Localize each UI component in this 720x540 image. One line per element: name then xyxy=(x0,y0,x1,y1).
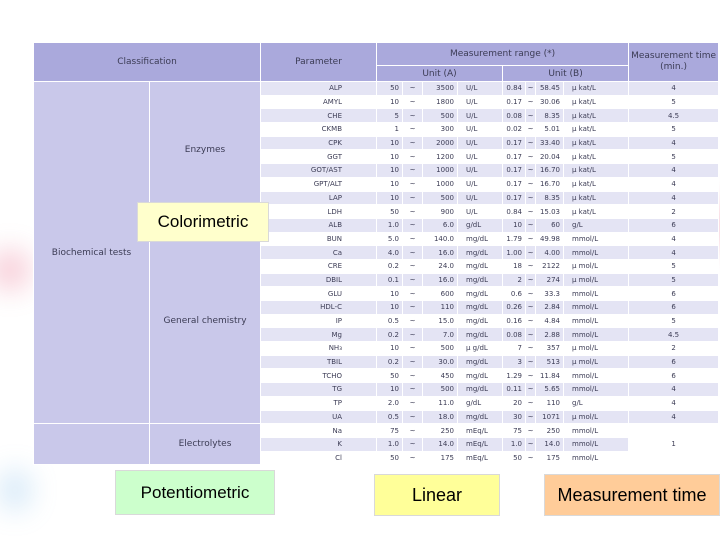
unit-b-tilde: ~ xyxy=(526,109,536,123)
unit-a-high: 600 xyxy=(423,287,458,301)
unit-a-low: 50 xyxy=(377,82,403,96)
unit-a-low: 10 xyxy=(377,287,403,301)
unit-a-tilde: ~ xyxy=(403,205,423,219)
unit-b-tilde: ~ xyxy=(526,95,536,109)
time-cell: 4 xyxy=(629,232,719,246)
unit-a-unit: mg/dL xyxy=(458,273,503,287)
unit-b-low: 1.0 xyxy=(503,437,526,451)
unit-a-tilde: ~ xyxy=(403,164,423,178)
unit-a-high: 110 xyxy=(423,301,458,315)
unit-a-tilde: ~ xyxy=(403,383,423,397)
unit-b-low: 0.02 xyxy=(503,123,526,137)
unit-a-tilde: ~ xyxy=(403,451,423,465)
unit-b-unit: μ kat/L xyxy=(564,95,629,109)
time-cell: 1 xyxy=(629,424,719,465)
param-cell: HDL-C xyxy=(261,301,377,315)
unit-b-low: 1.29 xyxy=(503,369,526,383)
unit-a-tilde: ~ xyxy=(403,177,423,191)
unit-b-high: 33.3 xyxy=(536,287,564,301)
unit-a-tilde: ~ xyxy=(403,273,423,287)
unit-b-tilde: ~ xyxy=(526,437,536,451)
unit-b-unit: mmol/L xyxy=(564,369,629,383)
unit-a-tilde: ~ xyxy=(403,82,423,96)
unit-a-high: 16.0 xyxy=(423,273,458,287)
unit-a-unit: mg/dL xyxy=(458,383,503,397)
unit-b-unit: μ kat/L xyxy=(564,109,629,123)
unit-b-tilde: ~ xyxy=(526,150,536,164)
header-measurement-time: Measurement time (min.) xyxy=(629,43,719,82)
unit-a-low: 0.2 xyxy=(377,328,403,342)
unit-a-unit: U/L xyxy=(458,95,503,109)
unit-a-high: 2000 xyxy=(423,136,458,150)
unit-b-high: 513 xyxy=(536,355,564,369)
time-cell: 6 xyxy=(629,287,719,301)
unit-b-unit: μ mol/L xyxy=(564,259,629,273)
unit-a-low: 1.0 xyxy=(377,218,403,232)
unit-a-high: 1800 xyxy=(423,95,458,109)
param-cell: DBIL xyxy=(261,273,377,287)
unit-b-tilde: ~ xyxy=(526,232,536,246)
unit-a-tilde: ~ xyxy=(403,369,423,383)
unit-a-high: 500 xyxy=(423,383,458,397)
param-cell: UA xyxy=(261,410,377,424)
unit-b-high: 5.01 xyxy=(536,123,564,137)
unit-a-low: 10 xyxy=(377,342,403,356)
param-cell: IP xyxy=(261,314,377,328)
unit-b-high: 30.06 xyxy=(536,95,564,109)
unit-a-tilde: ~ xyxy=(403,355,423,369)
unit-a-unit: mg/dL xyxy=(458,314,503,328)
unit-a-tilde: ~ xyxy=(403,396,423,410)
group-blank-cell xyxy=(34,424,150,465)
unit-a-unit: U/L xyxy=(458,82,503,96)
unit-b-unit: mmol/L xyxy=(564,246,629,260)
unit-a-low: 1.0 xyxy=(377,437,403,451)
unit-b-high: 8.35 xyxy=(536,191,564,205)
unit-a-tilde: ~ xyxy=(403,437,423,451)
unit-b-tilde: ~ xyxy=(526,136,536,150)
unit-a-tilde: ~ xyxy=(403,150,423,164)
unit-a-unit: mEq/L xyxy=(458,424,503,438)
unit-b-low: 2 xyxy=(503,273,526,287)
label-measurement-time: Measurement time xyxy=(544,474,720,516)
unit-b-high: 250 xyxy=(536,424,564,438)
unit-b-tilde: ~ xyxy=(526,218,536,232)
unit-b-low: 7 xyxy=(503,342,526,356)
unit-a-tilde: ~ xyxy=(403,123,423,137)
unit-a-tilde: ~ xyxy=(403,424,423,438)
unit-b-low: 20 xyxy=(503,396,526,410)
unit-b-high: 20.04 xyxy=(536,150,564,164)
unit-b-tilde: ~ xyxy=(526,205,536,219)
unit-b-high: 58.45 xyxy=(536,82,564,96)
unit-b-low: 0.08 xyxy=(503,109,526,123)
unit-b-high: 11.84 xyxy=(536,369,564,383)
param-cell: ALP xyxy=(261,82,377,96)
unit-b-high: 8.35 xyxy=(536,109,564,123)
unit-a-low: 10 xyxy=(377,383,403,397)
param-cell: Mg xyxy=(261,328,377,342)
unit-b-unit: mmol/L xyxy=(564,424,629,438)
unit-b-tilde: ~ xyxy=(526,355,536,369)
unit-a-high: 175 xyxy=(423,451,458,465)
unit-a-high: 1000 xyxy=(423,177,458,191)
unit-a-low: 5.0 xyxy=(377,232,403,246)
unit-a-high: 14.0 xyxy=(423,437,458,451)
unit-a-unit: U/L xyxy=(458,164,503,178)
param-cell: LDH xyxy=(261,205,377,219)
unit-b-tilde: ~ xyxy=(526,424,536,438)
unit-b-high: 60 xyxy=(536,218,564,232)
unit-b-high: 4.00 xyxy=(536,246,564,260)
param-cell: TG xyxy=(261,383,377,397)
background-blob xyxy=(0,250,30,290)
group-electrolytes: Electrolytes xyxy=(150,424,261,465)
unit-b-high: 2122 xyxy=(536,259,564,273)
unit-a-unit: mg/dL xyxy=(458,287,503,301)
label-colorimetric: Colorimetric xyxy=(137,202,269,242)
param-cell: CKMB xyxy=(261,123,377,137)
unit-a-low: 0.2 xyxy=(377,259,403,273)
unit-b-low: 3 xyxy=(503,355,526,369)
unit-b-high: 33.40 xyxy=(536,136,564,150)
unit-b-low: 0.6 xyxy=(503,287,526,301)
unit-b-unit: μ kat/L xyxy=(564,123,629,137)
unit-b-low: 0.11 xyxy=(503,383,526,397)
unit-b-high: 1071 xyxy=(536,410,564,424)
unit-a-high: 500 xyxy=(423,109,458,123)
time-cell: 4 xyxy=(629,383,719,397)
unit-a-low: 50 xyxy=(377,205,403,219)
unit-a-unit: mg/dL xyxy=(458,246,503,260)
unit-a-unit: mEq/L xyxy=(458,451,503,465)
unit-b-tilde: ~ xyxy=(526,410,536,424)
unit-a-tilde: ~ xyxy=(403,218,423,232)
unit-b-high: 274 xyxy=(536,273,564,287)
unit-a-high: 300 xyxy=(423,123,458,137)
param-cell: GGT xyxy=(261,150,377,164)
unit-b-low: 0.26 xyxy=(503,301,526,315)
unit-b-unit: μ kat/L xyxy=(564,177,629,191)
unit-a-high: 6.0 xyxy=(423,218,458,232)
param-cell: GPT/ALT xyxy=(261,177,377,191)
time-cell: 4 xyxy=(629,177,719,191)
unit-a-unit: mg/dL xyxy=(458,410,503,424)
unit-a-high: 1000 xyxy=(423,164,458,178)
unit-b-high: 2.88 xyxy=(536,328,564,342)
unit-b-high: 175 xyxy=(536,451,564,465)
unit-a-low: 1 xyxy=(377,123,403,137)
unit-a-tilde: ~ xyxy=(403,232,423,246)
unit-b-unit: mmol/L xyxy=(564,301,629,315)
unit-b-unit: μ mol/L xyxy=(564,342,629,356)
unit-b-high: 16.70 xyxy=(536,164,564,178)
background-blob xyxy=(0,470,30,510)
unit-b-unit: mmol/L xyxy=(564,314,629,328)
time-cell: 5 xyxy=(629,273,719,287)
unit-b-unit: μ kat/L xyxy=(564,164,629,178)
unit-b-tilde: ~ xyxy=(526,383,536,397)
unit-a-tilde: ~ xyxy=(403,136,423,150)
param-cell: ALB xyxy=(261,218,377,232)
unit-a-high: 900 xyxy=(423,205,458,219)
param-cell: Cl xyxy=(261,451,377,465)
label-potentiometric: Potentiometric xyxy=(115,470,275,515)
unit-b-tilde: ~ xyxy=(526,177,536,191)
unit-a-tilde: ~ xyxy=(403,246,423,260)
param-cell: TP xyxy=(261,396,377,410)
unit-a-high: 30.0 xyxy=(423,355,458,369)
unit-b-tilde: ~ xyxy=(526,191,536,205)
group-general-chemistry: General chemistry xyxy=(150,218,261,423)
unit-b-unit: μ kat/L xyxy=(564,82,629,96)
unit-b-tilde: ~ xyxy=(526,369,536,383)
unit-b-low: 0.17 xyxy=(503,150,526,164)
unit-b-unit: mmol/L xyxy=(564,451,629,465)
unit-a-unit: mg/dL xyxy=(458,355,503,369)
header-unit-a: Unit (A) xyxy=(377,66,503,82)
time-cell: 2 xyxy=(629,342,719,356)
unit-a-unit: U/L xyxy=(458,150,503,164)
unit-a-low: 4.0 xyxy=(377,246,403,260)
unit-a-high: 24.0 xyxy=(423,259,458,273)
time-cell: 5 xyxy=(629,259,719,273)
unit-a-low: 0.5 xyxy=(377,410,403,424)
unit-b-high: 357 xyxy=(536,342,564,356)
param-cell: BUN xyxy=(261,232,377,246)
unit-a-unit: mEq/L xyxy=(458,437,503,451)
unit-b-low: 0.17 xyxy=(503,164,526,178)
time-cell: 4.5 xyxy=(629,109,719,123)
unit-b-tilde: ~ xyxy=(526,451,536,465)
unit-b-high: 5.65 xyxy=(536,383,564,397)
unit-b-tilde: ~ xyxy=(526,82,536,96)
table-body xyxy=(34,82,719,465)
unit-a-low: 0.5 xyxy=(377,314,403,328)
unit-b-tilde: ~ xyxy=(526,164,536,178)
unit-a-low: 10 xyxy=(377,95,403,109)
param-cell: AMYL xyxy=(261,95,377,109)
unit-a-low: 5 xyxy=(377,109,403,123)
unit-a-unit: U/L xyxy=(458,109,503,123)
time-cell: 6 xyxy=(629,355,719,369)
unit-b-high: 15.03 xyxy=(536,205,564,219)
unit-b-unit: mmol/L xyxy=(564,328,629,342)
unit-a-tilde: ~ xyxy=(403,410,423,424)
unit-a-low: 10 xyxy=(377,177,403,191)
unit-a-high: 7.0 xyxy=(423,328,458,342)
unit-a-low: 75 xyxy=(377,424,403,438)
unit-a-tilde: ~ xyxy=(403,259,423,273)
unit-a-low: 10 xyxy=(377,136,403,150)
unit-b-unit: g/L xyxy=(564,218,629,232)
unit-a-unit: U/L xyxy=(458,191,503,205)
time-cell: 5 xyxy=(629,123,719,137)
unit-a-low: 10 xyxy=(377,150,403,164)
time-cell: 4 xyxy=(629,410,719,424)
unit-b-low: 0.84 xyxy=(503,205,526,219)
header-unit-b: Unit (B) xyxy=(503,66,629,82)
unit-b-low: 0.84 xyxy=(503,82,526,96)
unit-a-tilde: ~ xyxy=(403,314,423,328)
unit-a-low: 10 xyxy=(377,191,403,205)
unit-b-low: 0.17 xyxy=(503,95,526,109)
unit-b-low: 18 xyxy=(503,259,526,273)
unit-a-tilde: ~ xyxy=(403,287,423,301)
time-cell: 4 xyxy=(629,136,719,150)
header-measurement-range: Measurement range (*) xyxy=(377,43,629,66)
time-cell: 4 xyxy=(629,191,719,205)
unit-b-unit: μ kat/L xyxy=(564,191,629,205)
unit-a-tilde: ~ xyxy=(403,109,423,123)
unit-a-low: 0.2 xyxy=(377,355,403,369)
table-row xyxy=(34,82,719,96)
unit-b-unit: g/L xyxy=(564,396,629,410)
unit-b-tilde: ~ xyxy=(526,259,536,273)
unit-b-tilde: ~ xyxy=(526,287,536,301)
unit-a-low: 10 xyxy=(377,301,403,315)
param-cell: CPK xyxy=(261,136,377,150)
unit-b-high: 110 xyxy=(536,396,564,410)
time-cell: 2 xyxy=(629,205,719,219)
time-cell: 4 xyxy=(629,82,719,96)
param-cell: K xyxy=(261,437,377,451)
unit-b-unit: μ kat/L xyxy=(564,205,629,219)
unit-a-low: 10 xyxy=(377,164,403,178)
unit-b-high: 14.0 xyxy=(536,437,564,451)
unit-b-tilde: ~ xyxy=(526,273,536,287)
unit-b-high: 4.84 xyxy=(536,314,564,328)
unit-a-high: 11.0 xyxy=(423,396,458,410)
time-cell: 5 xyxy=(629,95,719,109)
header-classification: Classification xyxy=(34,43,261,82)
param-cell: CRE xyxy=(261,259,377,273)
unit-a-high: 500 xyxy=(423,342,458,356)
time-cell: 4 xyxy=(629,164,719,178)
unit-a-tilde: ~ xyxy=(403,191,423,205)
param-cell: Ca xyxy=(261,246,377,260)
unit-b-unit: mmol/L xyxy=(564,437,629,451)
time-cell: 4 xyxy=(629,396,719,410)
unit-a-high: 1200 xyxy=(423,150,458,164)
unit-b-high: 16.70 xyxy=(536,177,564,191)
time-cell: 6 xyxy=(629,369,719,383)
unit-b-low: 75 xyxy=(503,424,526,438)
param-cell: TCHO xyxy=(261,369,377,383)
unit-b-low: 0.16 xyxy=(503,314,526,328)
unit-a-low: 50 xyxy=(377,369,403,383)
unit-b-unit: mmol/L xyxy=(564,232,629,246)
unit-b-low: 1.00 xyxy=(503,246,526,260)
unit-b-high: 2.84 xyxy=(536,301,564,315)
unit-a-tilde: ~ xyxy=(403,301,423,315)
unit-b-tilde: ~ xyxy=(526,342,536,356)
unit-a-high: 18.0 xyxy=(423,410,458,424)
unit-a-high: 450 xyxy=(423,369,458,383)
time-cell: 6 xyxy=(629,218,719,232)
unit-b-low: 30 xyxy=(503,410,526,424)
param-cell: NH₃ xyxy=(261,342,377,356)
unit-a-high: 16.0 xyxy=(423,246,458,260)
unit-a-high: 250 xyxy=(423,424,458,438)
unit-b-tilde: ~ xyxy=(526,314,536,328)
unit-b-unit: μ mol/L xyxy=(564,273,629,287)
unit-a-unit: mg/dL xyxy=(458,259,503,273)
unit-a-unit: U/L xyxy=(458,123,503,137)
time-cell: 5 xyxy=(629,150,719,164)
unit-b-unit: μ mol/L xyxy=(564,410,629,424)
unit-a-high: 15.0 xyxy=(423,314,458,328)
unit-a-unit: μ g/dL xyxy=(458,342,503,356)
unit-a-unit: U/L xyxy=(458,136,503,150)
unit-a-unit: mg/dL xyxy=(458,232,503,246)
unit-b-unit: μ kat/L xyxy=(564,150,629,164)
group-enzymes: Enzymes xyxy=(150,82,261,219)
unit-a-unit: U/L xyxy=(458,177,503,191)
unit-b-low: 0.17 xyxy=(503,136,526,150)
unit-a-unit: g/dL xyxy=(458,218,503,232)
label-linear: Linear xyxy=(374,474,500,516)
param-cell: LAP xyxy=(261,191,377,205)
unit-b-unit: μ kat/L xyxy=(564,136,629,150)
unit-b-low: 1.79 xyxy=(503,232,526,246)
unit-a-high: 3500 xyxy=(423,82,458,96)
time-cell: 4.5 xyxy=(629,328,719,342)
unit-a-tilde: ~ xyxy=(403,95,423,109)
unit-b-low: 50 xyxy=(503,451,526,465)
param-cell: GOT/AST xyxy=(261,164,377,178)
unit-b-unit: mmol/L xyxy=(564,287,629,301)
param-cell: Na xyxy=(261,424,377,438)
unit-a-unit: mg/dL xyxy=(458,328,503,342)
time-cell: 6 xyxy=(629,301,719,315)
unit-a-low: 2.0 xyxy=(377,396,403,410)
measurement-table xyxy=(33,42,719,465)
param-cell: TBIL xyxy=(261,355,377,369)
param-cell: GLU xyxy=(261,287,377,301)
unit-b-low: 0.17 xyxy=(503,177,526,191)
group-biochemical-tests: Biochemical tests xyxy=(34,82,150,424)
unit-a-high: 140.0 xyxy=(423,232,458,246)
param-cell: CHE xyxy=(261,109,377,123)
unit-b-tilde: ~ xyxy=(526,328,536,342)
unit-b-tilde: ~ xyxy=(526,123,536,137)
unit-b-tilde: ~ xyxy=(526,246,536,260)
unit-a-high: 500 xyxy=(423,191,458,205)
header-parameter: Parameter xyxy=(261,43,377,82)
unit-b-unit: mmol/L xyxy=(564,383,629,397)
table-row xyxy=(34,424,719,438)
time-cell: 4 xyxy=(629,246,719,260)
unit-b-high: 49.98 xyxy=(536,232,564,246)
unit-a-low: 50 xyxy=(377,451,403,465)
unit-b-low: 0.17 xyxy=(503,191,526,205)
unit-b-low: 10 xyxy=(503,218,526,232)
unit-a-tilde: ~ xyxy=(403,342,423,356)
time-cell: 5 xyxy=(629,314,719,328)
unit-b-low: 0.08 xyxy=(503,328,526,342)
unit-a-low: 0.1 xyxy=(377,273,403,287)
unit-b-tilde: ~ xyxy=(526,301,536,315)
unit-a-unit: mg/dL xyxy=(458,369,503,383)
unit-a-unit: g/dL xyxy=(458,396,503,410)
unit-a-unit: U/L xyxy=(458,205,503,219)
unit-a-tilde: ~ xyxy=(403,328,423,342)
unit-b-unit: μ mol/L xyxy=(564,355,629,369)
unit-b-tilde: ~ xyxy=(526,396,536,410)
unit-a-unit: mg/dL xyxy=(458,301,503,315)
